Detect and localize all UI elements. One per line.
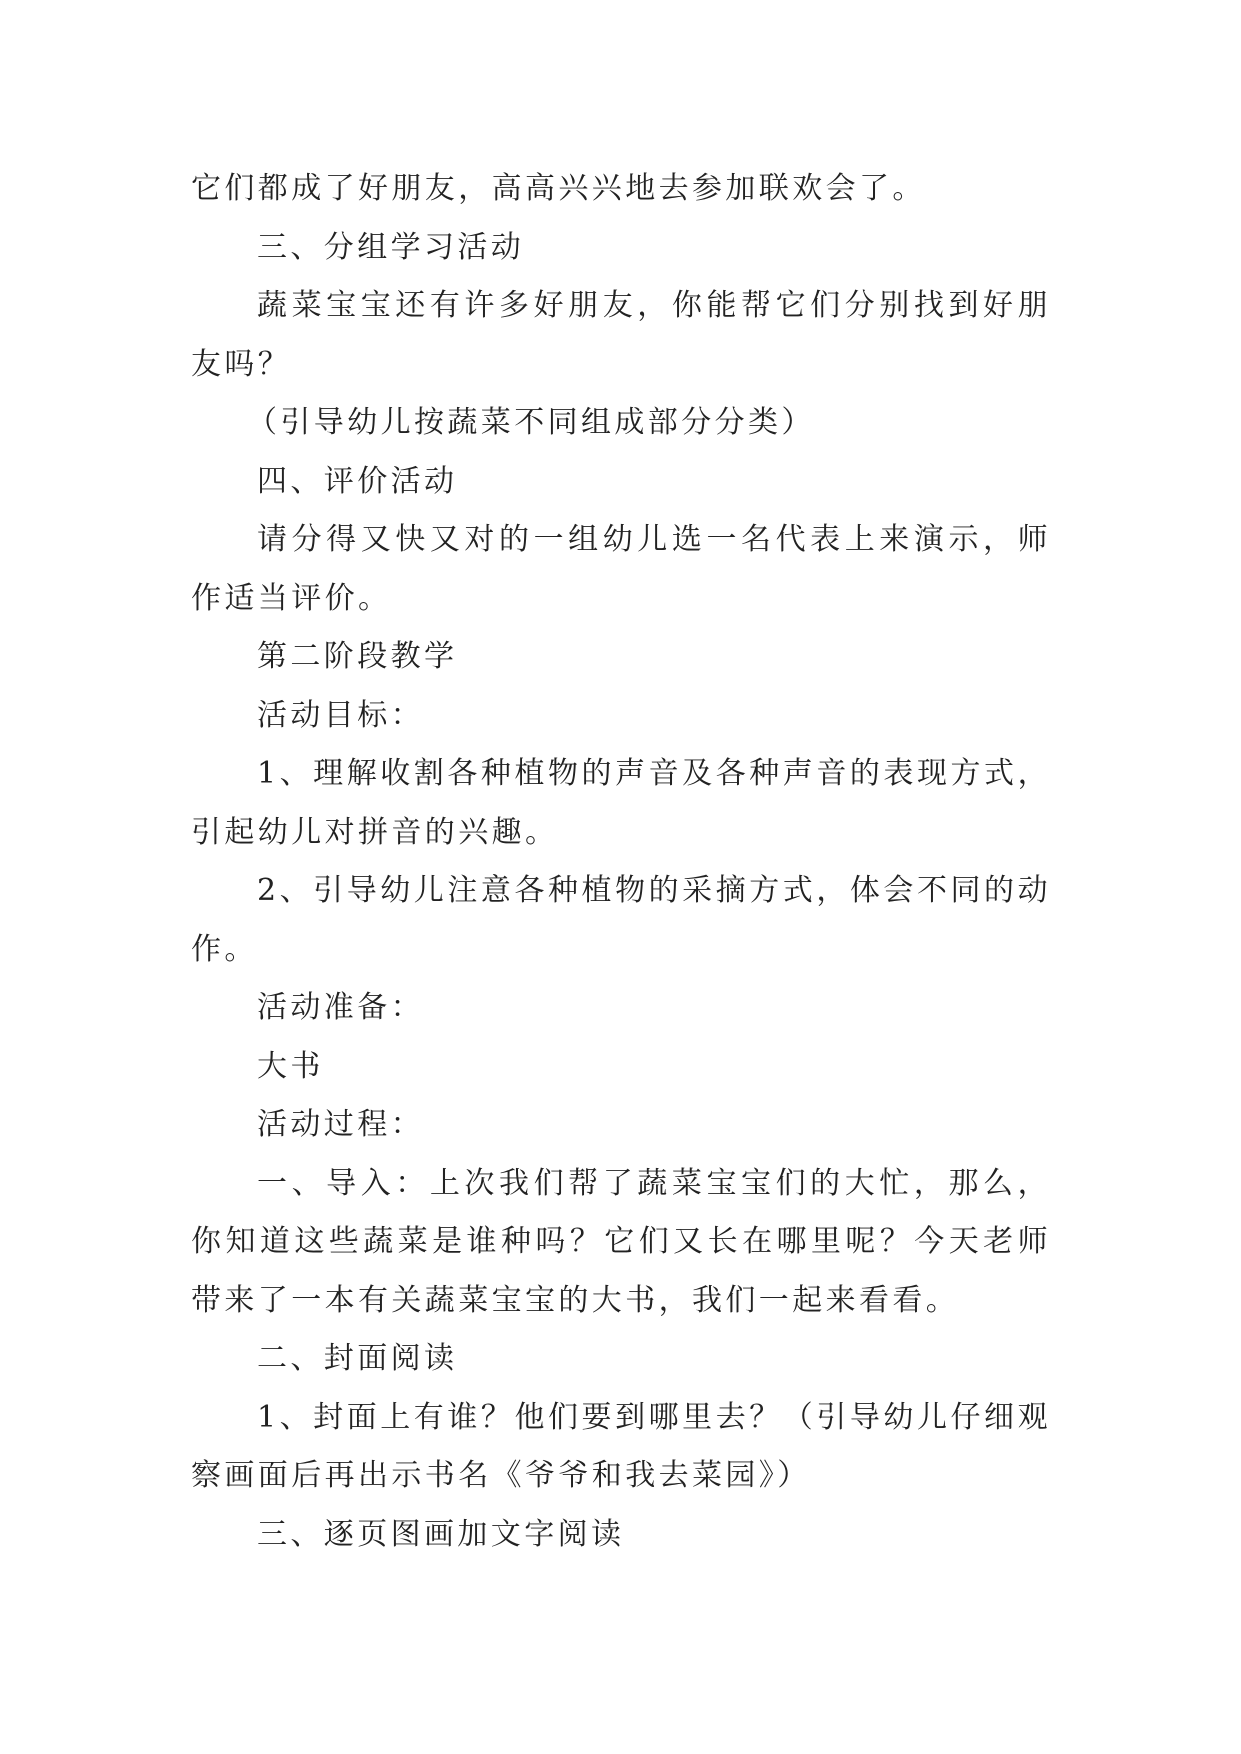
paragraph-goal-1: 1、理解收割各种植物的声音及各种声音的表现方式，引起幼儿对拼音的兴趣。 bbox=[191, 756, 1051, 850]
heading-activity-goals: 活动目标： bbox=[257, 697, 424, 733]
paragraph-evaluation: 请分得又快又对的一组幼儿选一名代表上来演示，师作适当评价。 bbox=[191, 522, 1051, 616]
paragraph-guidance-note: （引导幼儿按蔬菜不同组成部分分类） bbox=[247, 405, 815, 440]
section-heading-group-activity: 三、分组学习活动 bbox=[257, 229, 525, 265]
paragraph-introduction: 一、导入：上次我们帮了蔬菜宝宝们的大忙，那么，你知道这些蔬菜是谁种吗？它们又长在哪里呢？今天老师带来了一本有关蔬菜宝宝的大书，我们一起来看看。 bbox=[191, 1165, 1051, 1318]
paragraph-goal-2: 2、引导幼儿注意各种植物的采摘方式，体会不同的动作。 bbox=[191, 873, 1051, 967]
section-heading-stage-two: 第二阶段教学 bbox=[257, 639, 458, 674]
section-heading-evaluation: 四、评价活动 bbox=[257, 463, 458, 499]
section-heading-page-reading: 三、逐页图画加文字阅读 bbox=[257, 1516, 625, 1552]
paragraph-cover-question: 1、封面上有谁？他们要到哪里去？（引导幼儿仔细观察画面后再出示书名《爷爷和我去菜园》） bbox=[191, 1399, 1051, 1493]
paragraph-continuation: 它们都成了好朋友，高高兴兴地去参加联欢会了。 bbox=[191, 171, 926, 206]
paragraph-group-question: 蔬菜宝宝还有许多好朋友，你能帮它们分别找到好朋友吗？ bbox=[191, 288, 1051, 382]
paragraph-preparation-item: 大书 bbox=[257, 1048, 324, 1084]
heading-activity-process: 活动过程： bbox=[257, 1107, 424, 1142]
document-body bbox=[191, 160, 1051, 1564]
heading-activity-preparation: 活动准备： bbox=[257, 990, 424, 1025]
section-heading-cover-reading: 二、封面阅读 bbox=[257, 1341, 458, 1376]
